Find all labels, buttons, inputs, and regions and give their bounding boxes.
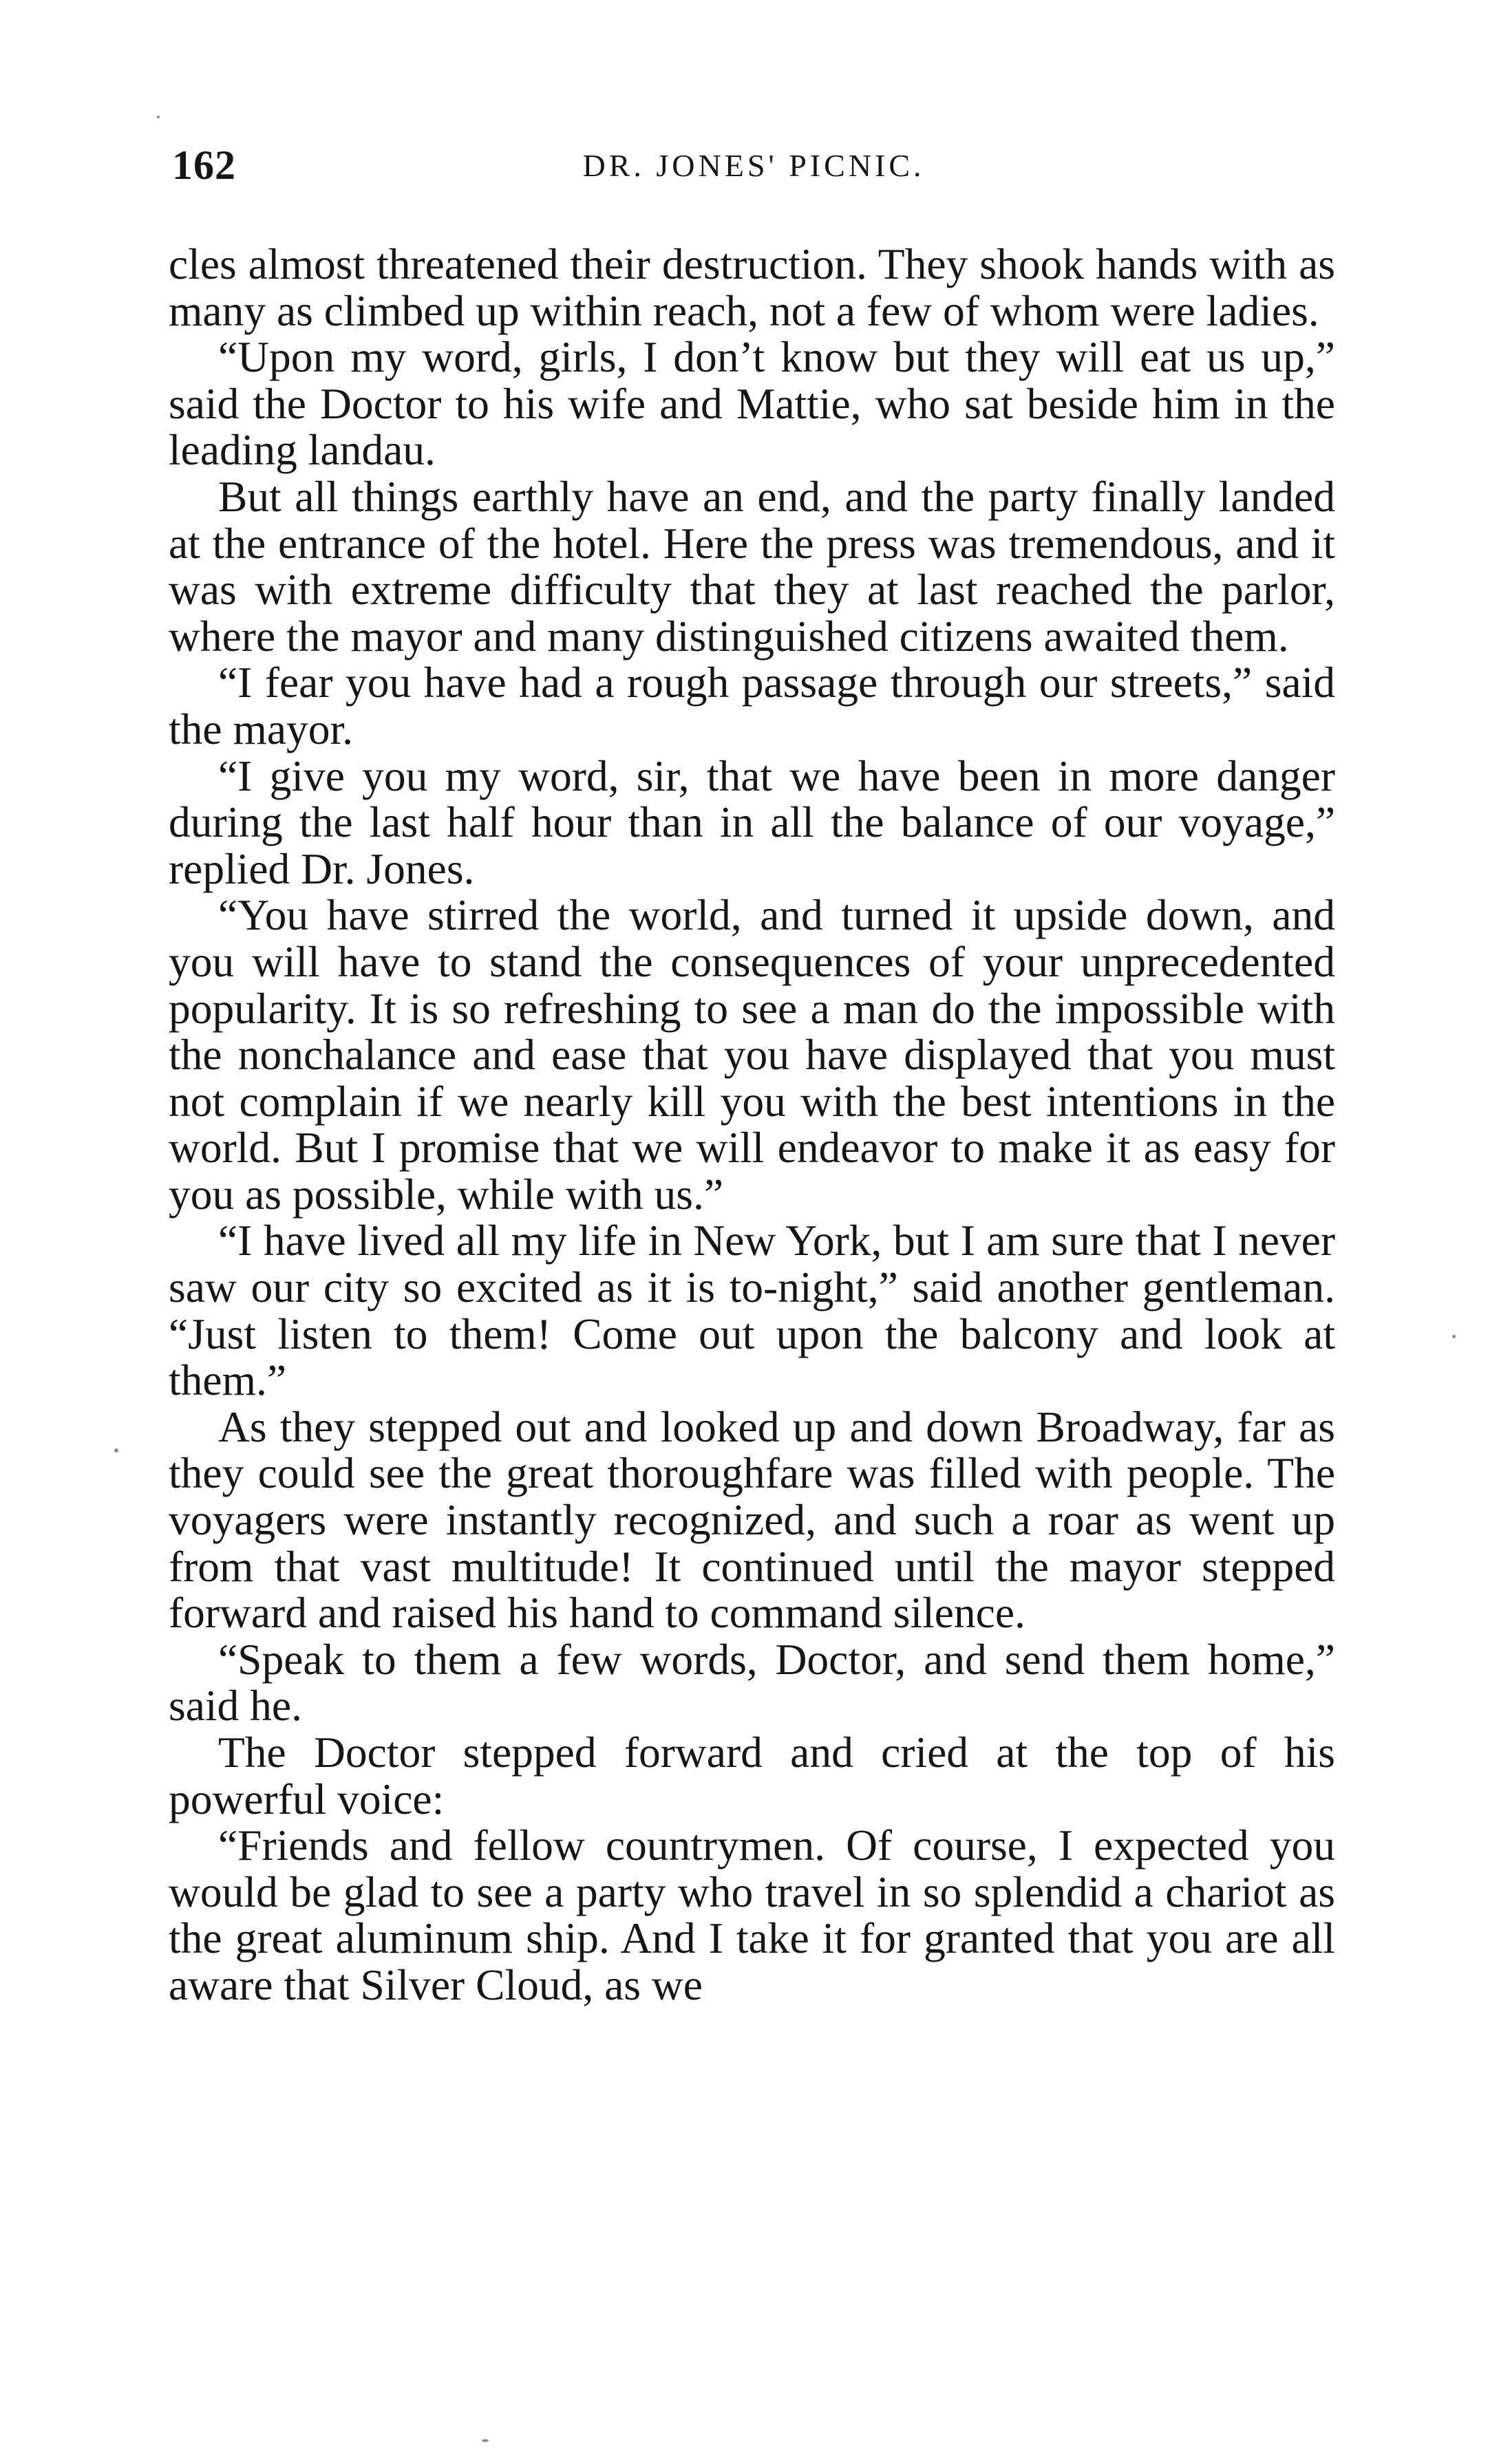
running-title: DR. JONES' PICNIC.	[582, 148, 925, 183]
paragraph-5: “I give you my word, sir, that we have been in more danger during the last half hour than in all the balance of our voyage,” replied Dr. Jones.	[169, 751, 1335, 893]
scan-speck	[157, 116, 160, 118]
page-number: 162	[172, 142, 236, 188]
body-text	[169, 241, 1335, 2008]
scan-speck	[114, 1448, 118, 1453]
page-header	[172, 138, 1335, 193]
paragraph-6: “You have stirred the world, and turned it upside down, and you will have to stand the consequences of your unprecedented popularity. It is so refreshing to see a man do the impossible with the nonchalance and ease that you have displayed that you must not complain if we nearly kill you with the best intentions in the world. But I promise that we will endeavor to make it as easy for you as possible, while with us.”	[169, 890, 1335, 1219]
paragraph-7: “I have lived all my life in New York, but I am sure that I never saw our city so excited as it is to-night,” said another gentleman. “Just listen to them! Come out upon the balcony and look at them.”	[169, 1216, 1335, 1405]
paragraph-4: “I fear you have had a rough passage through our streets,” said the mayor.	[169, 658, 1335, 753]
paragraph-8: As they stepped out and looked up and down Broadway, far as they could see the great thoroughfare was filled with people. The voyagers were instantly recognized, and such a roar as went up from that vast multitude! It continued until the mayor stepped forward and raised his hand to command silence.	[169, 1402, 1335, 1638]
scan-speck	[482, 2439, 489, 2442]
scan-speck	[1452, 1335, 1456, 1338]
paragraph-11: “Friends and fellow countrymen. Of course, I expected you would be glad to see a party who travel in so splendid a chariot as the great aluminum ship. And I take it for granted that you are all aware that Silver Cloud, as we	[169, 1821, 1335, 2009]
paragraph-3: But all things earthly have an end, and the party finally landed at the entrance of the hotel. Here the press was tremendous, and it was with extreme difficulty that they at last reached the parlor, where the mayor and many distinguished citizens awaited them.	[169, 471, 1335, 661]
paragraph-1: cles almost threatened their destruction. They shook hands with as many as climbed up within reach, not a few of whom were ladies.	[169, 239, 1335, 335]
paragraph-2: “Upon my word, girls, I don’t know but they will eat us up,” said the Doctor to his wife and Mattie, who sat beside him in the leading landau.	[169, 332, 1335, 475]
paragraph-10: The Doctor stepped forward and cried at the top of his powerful voice:	[169, 1728, 1335, 1823]
paragraph-9: “Speak to them a few words, Doctor, and send them home,” said he.	[169, 1634, 1335, 1731]
